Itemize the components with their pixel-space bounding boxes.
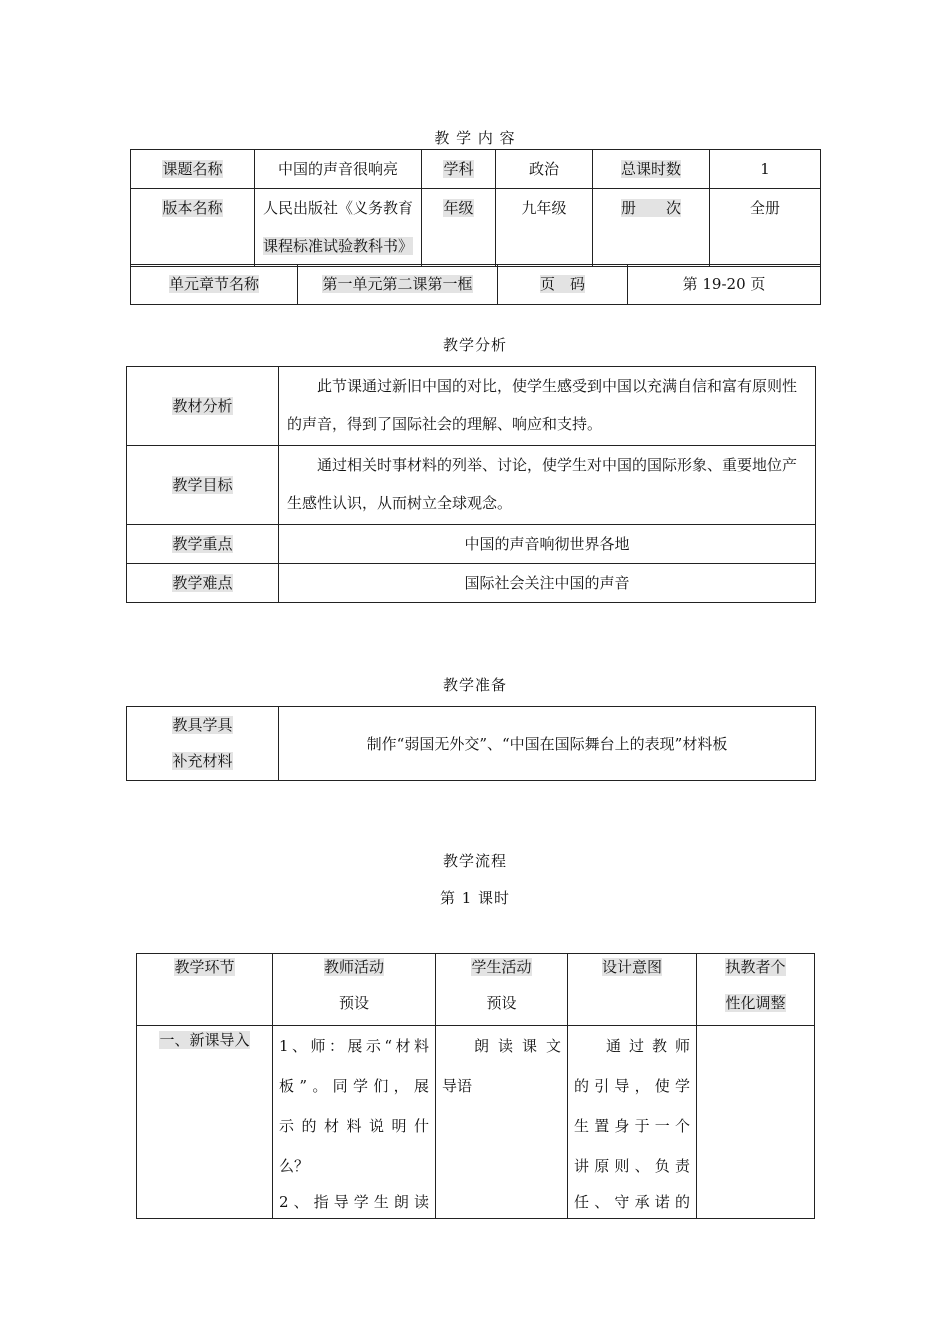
teaching-goal-text: 通过相关时事材料的列举、讨论，使学生对中国的国际形象、重要地位产生感性认识，从而树立全球观念。 — [279, 446, 816, 525]
analysis-title: 教学分析 — [442, 336, 507, 354]
unit-value: 第一单元第二课第一框 — [298, 265, 498, 305]
edition-line-2: 课程标准试验教科书》 — [262, 237, 413, 255]
teaching-aids-label: 教具学具 补充材料 — [127, 707, 279, 781]
grade-value: 九年级 — [496, 189, 593, 267]
stage-cell: 一、新课导入 — [137, 1026, 273, 1219]
lesson-number: 第 1 课时 — [439, 889, 511, 907]
total-hours-value: 1 — [710, 150, 821, 189]
key-point-label: 教学重点 — [127, 525, 279, 564]
header-stage: 教学环节 — [137, 954, 273, 1026]
page-value: 第 19-20 页 — [628, 265, 821, 305]
analysis-table — [126, 366, 816, 603]
edition-value — [255, 189, 422, 267]
volume-value: 全册 — [710, 189, 821, 267]
preparation-title: 教学准备 — [442, 676, 507, 694]
volume-label: 册 次 — [593, 189, 710, 267]
teacher-activity-cell: 1、师：展示“材料 板”。同学们，展 示的材料说明什 么？ 2、指导学生朗读 — [273, 1026, 436, 1219]
page-label: 页 码 — [498, 265, 628, 305]
key-point-text: 中国的声音响彻世界各地 — [279, 525, 816, 564]
process-table — [136, 953, 815, 1219]
preparation-table — [126, 706, 816, 781]
header-intent: 设计意图 — [568, 954, 697, 1026]
material-analysis-label: 教材分析 — [127, 367, 279, 446]
content-table-row3 — [130, 264, 821, 305]
student-activity-cell: 朗读课文 导语 — [436, 1026, 568, 1219]
material-analysis-text: 此节课通过新旧中国的对比，使学生感受到中国以充满自信和富有原则性的声音，得到了国际社会的理解、响应和支持。 — [279, 367, 816, 446]
content-table — [130, 149, 821, 267]
process-title: 教学流程 — [442, 852, 507, 870]
content-title: 教 学 内 容 — [434, 129, 516, 147]
personal-adjust-cell — [697, 1026, 815, 1219]
edition-label: 版本名称 — [131, 189, 255, 267]
teaching-goal-label: 教学目标 — [127, 446, 279, 525]
edition-line-1: 人民出版社《义务教育 — [262, 199, 413, 217]
header-student: 学生活动 预设 — [436, 954, 568, 1026]
grade-label: 年级 — [422, 189, 496, 267]
subject-label: 学科 — [422, 150, 496, 189]
total-hours-label: 总课时数 — [593, 150, 710, 189]
teaching-aids-text: 制作“弱国无外交”、“中国在国际舞台上的表现”材料板 — [279, 707, 816, 781]
header-adjust: 执教者个 性化调整 — [697, 954, 815, 1026]
header-teacher: 教师活动 预设 — [273, 954, 436, 1026]
unit-label: 单元章节名称 — [131, 265, 298, 305]
difficulty-text: 国际社会关注中国的声音 — [279, 564, 816, 603]
subject-value: 政治 — [496, 150, 593, 189]
course-name-value: 中国的声音很响亮 — [255, 150, 422, 189]
design-intent-cell: 通过教师 的引导，使学 生置身于一个 讲原则、负责 任、守承诺的 — [568, 1026, 697, 1219]
difficulty-label: 教学难点 — [127, 564, 279, 603]
course-name-label: 课题名称 — [131, 150, 255, 189]
